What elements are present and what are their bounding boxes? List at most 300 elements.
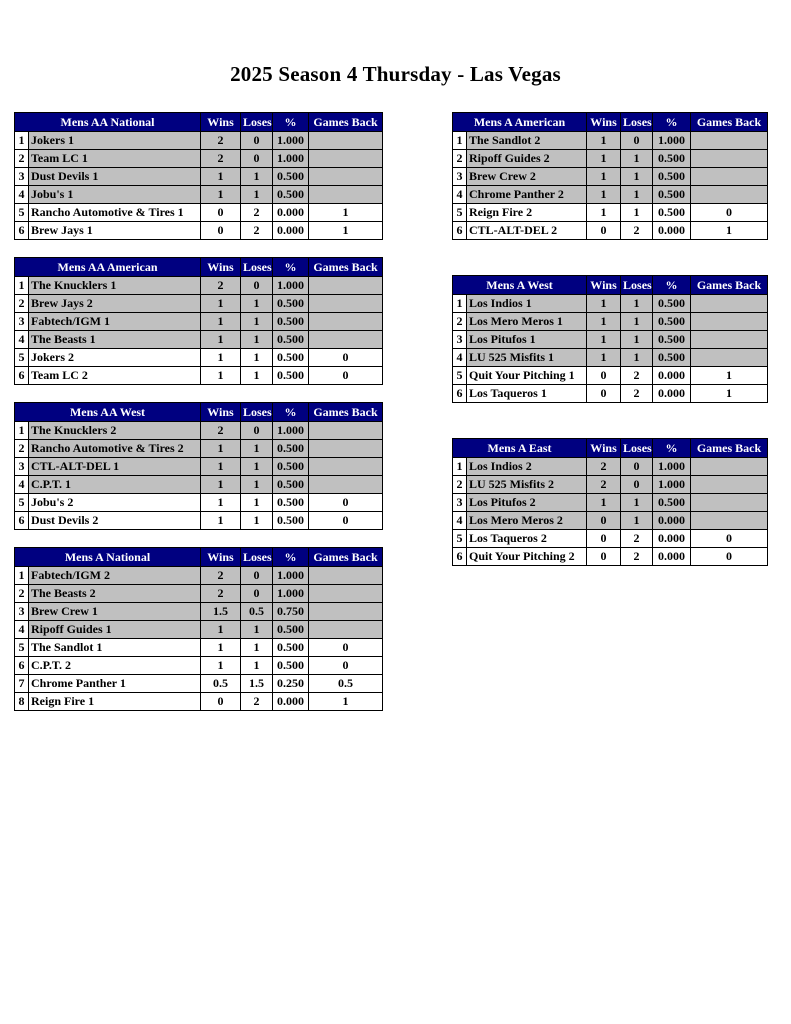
pct-cell: 0.000 xyxy=(653,222,691,240)
standings-row xyxy=(15,422,383,440)
column-header-wins: Wins xyxy=(201,548,241,567)
standings-table-body xyxy=(453,295,768,403)
team-name-cell: Los Mero Meros 2 xyxy=(467,512,587,530)
standings-row xyxy=(15,222,383,240)
loses-cell: 1 xyxy=(621,295,653,313)
standings-row xyxy=(453,186,768,204)
pct-cell: 0.500 xyxy=(273,621,309,639)
column-header-games-back: Games Back xyxy=(691,276,768,295)
standings-row xyxy=(15,349,383,367)
pct-cell: 0.500 xyxy=(273,494,309,512)
division-title: Mens A National xyxy=(15,548,201,567)
loses-cell: 1 xyxy=(621,313,653,331)
rank-cell: 2 xyxy=(15,440,29,458)
wins-cell: 1 xyxy=(587,132,621,150)
loses-cell: 1 xyxy=(241,168,273,186)
table-header-row xyxy=(15,258,383,277)
division-title: Mens A West xyxy=(453,276,587,295)
loses-cell: 1 xyxy=(241,349,273,367)
loses-cell: 0 xyxy=(621,132,653,150)
rank-cell: 2 xyxy=(453,150,467,168)
wins-cell: 0 xyxy=(201,204,241,222)
team-name-cell: Los Indios 2 xyxy=(467,458,587,476)
rank-cell: 5 xyxy=(15,204,29,222)
rank-cell: 2 xyxy=(453,313,467,331)
wins-cell: 1 xyxy=(587,313,621,331)
loses-cell: 1 xyxy=(241,186,273,204)
team-name-cell: Ripoff Guides 2 xyxy=(467,150,587,168)
wins-cell: 1 xyxy=(587,494,621,512)
rank-cell: 4 xyxy=(453,349,467,367)
team-name-cell: Dust Devils 1 xyxy=(29,168,201,186)
wins-cell: 1 xyxy=(201,331,241,349)
pct-cell: 1.000 xyxy=(273,277,309,295)
table-header-row xyxy=(15,113,383,132)
rank-cell: 4 xyxy=(453,186,467,204)
standings-table xyxy=(452,438,768,566)
rank-cell: 3 xyxy=(15,313,29,331)
division-title: Mens A American xyxy=(453,113,587,132)
pct-cell: 0.000 xyxy=(653,548,691,566)
loses-cell: 2 xyxy=(241,693,273,711)
column-header-pct: % xyxy=(273,403,309,422)
column-header-loses: Loses xyxy=(621,439,653,458)
team-name-cell: CTL-ALT-DEL 1 xyxy=(29,458,201,476)
team-name-cell: Reign Fire 1 xyxy=(29,693,201,711)
table-header-row xyxy=(453,439,768,458)
standings-row xyxy=(15,277,383,295)
rank-cell: 1 xyxy=(453,295,467,313)
standings-row xyxy=(15,132,383,150)
games-back-cell: 0 xyxy=(309,512,383,530)
wins-cell: 0 xyxy=(201,693,241,711)
standings-row xyxy=(15,476,383,494)
standings-row xyxy=(15,657,383,675)
column-header-games-back: Games Back xyxy=(309,403,383,422)
pct-cell: 0.500 xyxy=(653,349,691,367)
wins-cell: 1 xyxy=(201,494,241,512)
team-name-cell: Los Indios 1 xyxy=(467,295,587,313)
wins-cell: 1 xyxy=(201,168,241,186)
loses-cell: 2 xyxy=(621,222,653,240)
games-back-cell: 0.5 xyxy=(309,675,383,693)
column-header-pct: % xyxy=(273,548,309,567)
column-header-games-back: Games Back xyxy=(309,548,383,567)
games-back-cell xyxy=(309,295,383,313)
column-header-loses: Loses xyxy=(241,258,273,277)
loses-cell: 0 xyxy=(621,458,653,476)
pct-cell: 0.500 xyxy=(653,150,691,168)
loses-cell: 1 xyxy=(621,168,653,186)
standings-table-body xyxy=(453,458,768,566)
rank-cell: 3 xyxy=(15,603,29,621)
team-name-cell: Los Taqueros 1 xyxy=(467,385,587,403)
wins-cell: 2 xyxy=(587,476,621,494)
team-name-cell: Rancho Automotive & Tires 1 xyxy=(29,204,201,222)
standings-row xyxy=(453,548,768,566)
standings-row xyxy=(453,313,768,331)
wins-cell: 1 xyxy=(587,168,621,186)
team-name-cell: LU 525 Misfits 2 xyxy=(467,476,587,494)
standings-row xyxy=(15,675,383,693)
team-name-cell: Jobu's 2 xyxy=(29,494,201,512)
loses-cell: 0.5 xyxy=(241,603,273,621)
loses-cell: 1.5 xyxy=(241,675,273,693)
games-back-cell xyxy=(691,494,768,512)
table-header-row xyxy=(15,403,383,422)
team-name-cell: The Sandlot 2 xyxy=(467,132,587,150)
column-header-loses: Loses xyxy=(241,548,273,567)
standings-row xyxy=(453,385,768,403)
column-header-pct: % xyxy=(273,113,309,132)
standings-row xyxy=(453,349,768,367)
loses-cell: 1 xyxy=(241,621,273,639)
games-back-cell xyxy=(309,567,383,585)
rank-cell: 8 xyxy=(15,693,29,711)
pct-cell: 1.000 xyxy=(273,150,309,168)
pct-cell: 0.000 xyxy=(273,204,309,222)
standings-row xyxy=(15,693,383,711)
rank-cell: 6 xyxy=(453,222,467,240)
column-header-pct: % xyxy=(653,113,691,132)
wins-cell: 1 xyxy=(201,458,241,476)
pct-cell: 0.500 xyxy=(653,313,691,331)
games-back-cell: 0 xyxy=(309,639,383,657)
rank-cell: 6 xyxy=(15,222,29,240)
rank-cell: 3 xyxy=(15,458,29,476)
rank-cell: 2 xyxy=(15,150,29,168)
wins-cell: 0 xyxy=(587,385,621,403)
games-back-cell: 1 xyxy=(309,693,383,711)
wins-cell: 1 xyxy=(587,186,621,204)
standings-table xyxy=(14,257,383,385)
rank-cell: 1 xyxy=(15,422,29,440)
pct-cell: 0.500 xyxy=(273,367,309,385)
pct-cell: 0.500 xyxy=(653,186,691,204)
games-back-cell: 0 xyxy=(309,494,383,512)
team-name-cell: Jokers 2 xyxy=(29,349,201,367)
rank-cell: 1 xyxy=(15,567,29,585)
standings-row xyxy=(15,331,383,349)
loses-cell: 1 xyxy=(241,458,273,476)
pct-cell: 0.500 xyxy=(653,295,691,313)
rank-cell: 4 xyxy=(15,331,29,349)
team-name-cell: Brew Crew 2 xyxy=(467,168,587,186)
standings-table-body xyxy=(15,277,383,385)
loses-cell: 0 xyxy=(241,422,273,440)
games-back-cell xyxy=(309,186,383,204)
column-header-loses: Loses xyxy=(621,276,653,295)
pct-cell: 0.500 xyxy=(653,204,691,222)
team-name-cell: Chrome Panther 1 xyxy=(29,675,201,693)
column-header-loses: Loses xyxy=(621,113,653,132)
games-back-cell: 1 xyxy=(691,367,768,385)
wins-cell: 1 xyxy=(587,204,621,222)
loses-cell: 0 xyxy=(241,277,273,295)
standings-row xyxy=(15,295,383,313)
wins-cell: 1 xyxy=(587,295,621,313)
games-back-cell: 0 xyxy=(309,367,383,385)
team-name-cell: Los Taqueros 2 xyxy=(467,530,587,548)
standings-row xyxy=(15,585,383,603)
pct-cell: 1.000 xyxy=(653,476,691,494)
wins-cell: 1 xyxy=(587,349,621,367)
games-back-cell xyxy=(309,422,383,440)
wins-cell: 1.5 xyxy=(201,603,241,621)
wins-cell: 1 xyxy=(201,639,241,657)
loses-cell: 1 xyxy=(241,313,273,331)
column-header-wins: Wins xyxy=(201,258,241,277)
rank-cell: 3 xyxy=(453,494,467,512)
team-name-cell: The Knucklers 2 xyxy=(29,422,201,440)
rank-cell: 5 xyxy=(15,494,29,512)
standings-row xyxy=(453,476,768,494)
games-back-cell xyxy=(691,295,768,313)
wins-cell: 2 xyxy=(201,277,241,295)
team-name-cell: LU 525 Misfits 1 xyxy=(467,349,587,367)
loses-cell: 0 xyxy=(241,132,273,150)
pct-cell: 0.000 xyxy=(653,367,691,385)
wins-cell: 2 xyxy=(201,150,241,168)
rank-cell: 2 xyxy=(453,476,467,494)
pct-cell: 0.000 xyxy=(273,693,309,711)
team-name-cell: CTL-ALT-DEL 2 xyxy=(467,222,587,240)
table-header-row xyxy=(453,276,768,295)
rank-cell: 5 xyxy=(453,204,467,222)
standings-row xyxy=(15,367,383,385)
wins-cell: 1 xyxy=(201,657,241,675)
column-header-pct: % xyxy=(273,258,309,277)
standings-row xyxy=(453,295,768,313)
pct-cell: 0.500 xyxy=(273,168,309,186)
games-back-cell xyxy=(691,186,768,204)
standings-row xyxy=(453,222,768,240)
wins-cell: 0.5 xyxy=(201,675,241,693)
loses-cell: 1 xyxy=(241,639,273,657)
loses-cell: 1 xyxy=(241,331,273,349)
loses-cell: 1 xyxy=(241,476,273,494)
wins-cell: 1 xyxy=(201,476,241,494)
wins-cell: 1 xyxy=(201,186,241,204)
pct-cell: 0.000 xyxy=(273,222,309,240)
column-header-wins: Wins xyxy=(587,113,621,132)
standings-table-body xyxy=(453,132,768,240)
games-back-cell xyxy=(691,331,768,349)
pct-cell: 0.250 xyxy=(273,675,309,693)
loses-cell: 0 xyxy=(241,567,273,585)
games-back-cell xyxy=(309,585,383,603)
pct-cell: 0.500 xyxy=(273,313,309,331)
standings-row xyxy=(453,132,768,150)
games-back-cell xyxy=(309,476,383,494)
loses-cell: 2 xyxy=(621,367,653,385)
rank-cell: 3 xyxy=(453,168,467,186)
loses-cell: 2 xyxy=(621,530,653,548)
rank-cell: 6 xyxy=(15,657,29,675)
standings-row xyxy=(15,186,383,204)
rank-cell: 3 xyxy=(15,168,29,186)
team-name-cell: Fabtech/IGM 2 xyxy=(29,567,201,585)
column-header-games-back: Games Back xyxy=(309,258,383,277)
games-back-cell: 0 xyxy=(309,657,383,675)
games-back-cell xyxy=(691,458,768,476)
loses-cell: 2 xyxy=(621,385,653,403)
team-name-cell: Dust Devils 2 xyxy=(29,512,201,530)
column-header-wins: Wins xyxy=(201,113,241,132)
wins-cell: 2 xyxy=(587,458,621,476)
wins-cell: 0 xyxy=(587,548,621,566)
pct-cell: 0.500 xyxy=(273,458,309,476)
standings-row xyxy=(15,168,383,186)
standings-row xyxy=(15,639,383,657)
rank-cell: 7 xyxy=(15,675,29,693)
standings-row xyxy=(453,150,768,168)
pct-cell: 0.500 xyxy=(273,440,309,458)
pct-cell: 0.500 xyxy=(653,331,691,349)
standings-row xyxy=(453,494,768,512)
standings-row xyxy=(15,494,383,512)
pct-cell: 1.000 xyxy=(653,132,691,150)
column-header-pct: % xyxy=(653,439,691,458)
pct-cell: 0.500 xyxy=(273,349,309,367)
loses-cell: 1 xyxy=(621,512,653,530)
standings-table xyxy=(452,275,768,403)
games-back-cell: 1 xyxy=(691,222,768,240)
wins-cell: 0 xyxy=(587,367,621,385)
loses-cell: 1 xyxy=(241,295,273,313)
loses-cell: 1 xyxy=(621,186,653,204)
team-name-cell: Brew Crew 1 xyxy=(29,603,201,621)
column-header-pct: % xyxy=(653,276,691,295)
games-back-cell: 0 xyxy=(691,204,768,222)
column-header-games-back: Games Back xyxy=(691,439,768,458)
loses-cell: 2 xyxy=(241,222,273,240)
standings-row xyxy=(453,367,768,385)
rank-cell: 6 xyxy=(453,548,467,566)
games-back-cell xyxy=(691,132,768,150)
pct-cell: 0.750 xyxy=(273,603,309,621)
rank-cell: 4 xyxy=(15,186,29,204)
column-header-games-back: Games Back xyxy=(691,113,768,132)
pct-cell: 1.000 xyxy=(653,458,691,476)
rank-cell: 5 xyxy=(15,639,29,657)
wins-cell: 1 xyxy=(587,150,621,168)
rank-cell: 1 xyxy=(453,132,467,150)
team-name-cell: Reign Fire 2 xyxy=(467,204,587,222)
loses-cell: 1 xyxy=(241,494,273,512)
rank-cell: 6 xyxy=(453,385,467,403)
page-title: 2025 Season 4 Thursday - Las Vegas xyxy=(230,62,561,86)
games-back-cell xyxy=(309,440,383,458)
standings-row xyxy=(15,313,383,331)
column-header-wins: Wins xyxy=(587,276,621,295)
standings-row xyxy=(15,150,383,168)
standings-row xyxy=(453,512,768,530)
loses-cell: 1 xyxy=(621,150,653,168)
team-name-cell: Ripoff Guides 1 xyxy=(29,621,201,639)
games-back-cell xyxy=(309,150,383,168)
loses-cell: 1 xyxy=(241,440,273,458)
loses-cell: 0 xyxy=(241,150,273,168)
standings-table xyxy=(14,112,383,240)
wins-cell: 1 xyxy=(201,512,241,530)
games-back-cell xyxy=(691,168,768,186)
games-back-cell: 0 xyxy=(309,349,383,367)
pct-cell: 1.000 xyxy=(273,132,309,150)
pct-cell: 0.500 xyxy=(273,657,309,675)
team-name-cell: Los Mero Meros 1 xyxy=(467,313,587,331)
rank-cell: 1 xyxy=(15,132,29,150)
rank-cell: 4 xyxy=(15,621,29,639)
standings-table-body xyxy=(15,567,383,711)
loses-cell: 0 xyxy=(241,585,273,603)
standings-row xyxy=(15,603,383,621)
column-header-wins: Wins xyxy=(201,403,241,422)
loses-cell: 0 xyxy=(621,476,653,494)
rank-cell: 1 xyxy=(15,277,29,295)
team-name-cell: Brew Jays 1 xyxy=(29,222,201,240)
wins-cell: 0 xyxy=(587,512,621,530)
rank-cell: 6 xyxy=(15,367,29,385)
wins-cell: 1 xyxy=(587,331,621,349)
team-name-cell: The Sandlot 1 xyxy=(29,639,201,657)
standings-table-body xyxy=(15,422,383,530)
team-name-cell: Rancho Automotive & Tires 2 xyxy=(29,440,201,458)
standings-row xyxy=(15,458,383,476)
wins-cell: 2 xyxy=(201,567,241,585)
rank-cell: 5 xyxy=(453,367,467,385)
rank-cell: 2 xyxy=(15,295,29,313)
rank-cell: 3 xyxy=(453,331,467,349)
games-back-cell xyxy=(309,621,383,639)
games-back-cell xyxy=(691,476,768,494)
team-name-cell: Jokers 1 xyxy=(29,132,201,150)
column-header-games-back: Games Back xyxy=(309,113,383,132)
games-back-cell xyxy=(691,313,768,331)
pct-cell: 0.500 xyxy=(273,295,309,313)
rank-cell: 4 xyxy=(15,476,29,494)
games-back-cell xyxy=(691,349,768,367)
games-back-cell xyxy=(309,132,383,150)
standings-row xyxy=(15,567,383,585)
pct-cell: 1.000 xyxy=(273,422,309,440)
team-name-cell: Quit Your Pitching 1 xyxy=(467,367,587,385)
division-title: Mens AA National xyxy=(15,113,201,132)
games-back-cell xyxy=(309,168,383,186)
standings-row xyxy=(453,530,768,548)
table-header-row xyxy=(15,548,383,567)
games-back-cell: 0 xyxy=(691,530,768,548)
rank-cell: 2 xyxy=(15,585,29,603)
standings-table xyxy=(452,112,768,240)
standings-column-left xyxy=(14,112,382,728)
pct-cell: 0.500 xyxy=(653,494,691,512)
pct-cell: 0.500 xyxy=(273,476,309,494)
standings-row xyxy=(453,458,768,476)
column-header-wins: Wins xyxy=(587,439,621,458)
wins-cell: 1 xyxy=(201,621,241,639)
pct-cell: 0.000 xyxy=(653,512,691,530)
team-name-cell: The Beasts 1 xyxy=(29,331,201,349)
pct-cell: 0.500 xyxy=(653,168,691,186)
team-name-cell: The Beasts 2 xyxy=(29,585,201,603)
loses-cell: 1 xyxy=(241,657,273,675)
loses-cell: 2 xyxy=(621,548,653,566)
wins-cell: 1 xyxy=(201,349,241,367)
standings-table-body xyxy=(15,132,383,240)
wins-cell: 2 xyxy=(201,422,241,440)
loses-cell: 1 xyxy=(621,331,653,349)
